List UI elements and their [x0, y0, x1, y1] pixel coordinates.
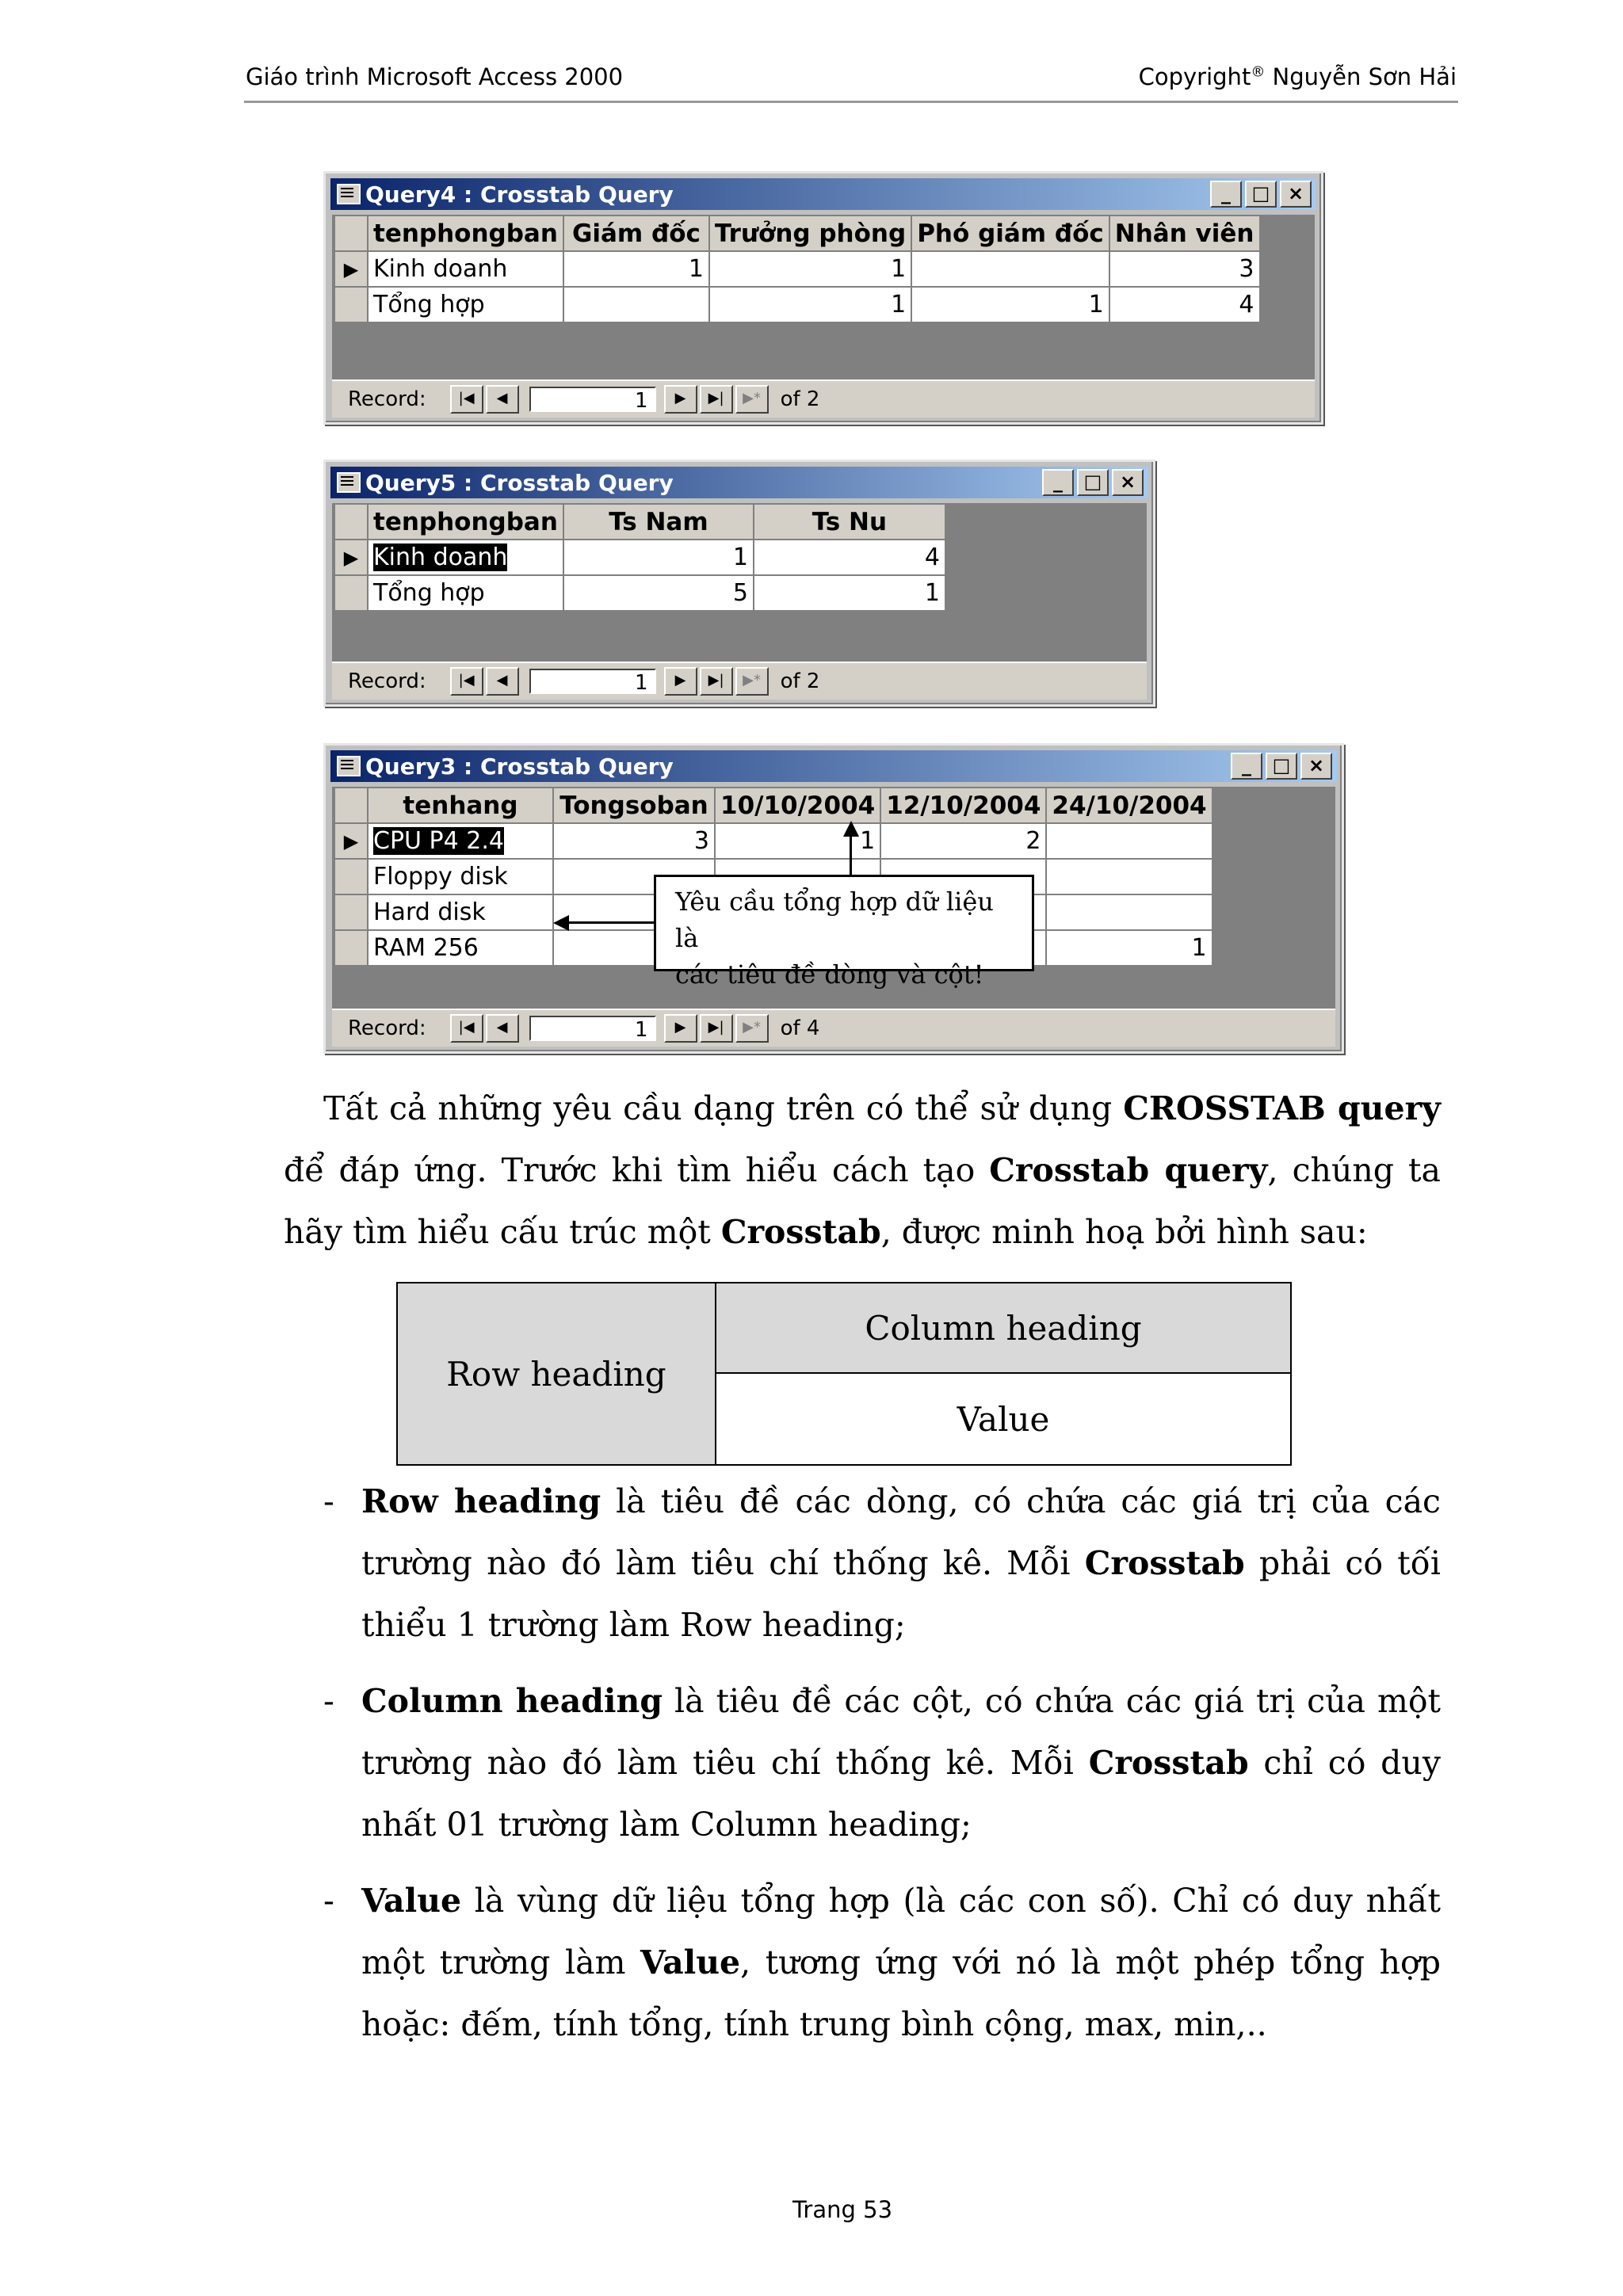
- last-record-button[interactable]: ▶|: [700, 667, 733, 696]
- table-row: [334, 823, 1212, 859]
- cell[interactable]: [911, 251, 1109, 287]
- cell[interactable]: 4: [754, 540, 945, 575]
- cell[interactable]: Kinh doanh: [368, 251, 563, 287]
- cell[interactable]: 3: [1109, 251, 1260, 287]
- datasheet-grid: [334, 215, 1261, 323]
- record-selector[interactable]: [334, 287, 368, 322]
- cell[interactable]: 1: [563, 251, 709, 287]
- query5-window[interactable]: [323, 460, 1155, 707]
- new-record-button[interactable]: ▶*: [735, 1014, 769, 1043]
- window-title: Query5 : Crosstab Query: [365, 469, 674, 496]
- cell[interactable]: 3: [553, 823, 715, 859]
- cell[interactable]: Kinh doanh: [368, 540, 563, 575]
- title-bar[interactable]: [330, 467, 1148, 498]
- window-title: Query3 : Crosstab Query: [365, 753, 674, 780]
- title-bar[interactable]: [330, 178, 1316, 210]
- value-cell: Value: [716, 1374, 1290, 1464]
- bullet-value: - Value là vùng dữ liệu tổng hợp (là các con số). Chỉ có duy nhất một trường làm Value, tương ứng với nó là một phép tổng hợp hoặc: đếm, tính tổng, tính trung bình cộng, max, min,..: [323, 1882, 1441, 2043]
- cell[interactable]: Floppy disk: [368, 859, 553, 894]
- column-header[interactable]: tenphongban: [368, 215, 563, 251]
- record-count: of 4: [780, 1016, 820, 1040]
- callout-line: các tiêu đề dòng và cột!: [675, 959, 984, 990]
- record-number-input[interactable]: 1: [529, 669, 656, 694]
- header-left: Giáo trình Microsoft Access 2000: [246, 63, 624, 90]
- previous-record-button[interactable]: ◀: [486, 385, 519, 414]
- arrow-up-icon: [843, 821, 859, 837]
- next-record-button[interactable]: ▶: [664, 385, 697, 414]
- last-record-button[interactable]: ▶|: [700, 385, 733, 414]
- table-row: [334, 540, 945, 575]
- minimize-button[interactable]: _: [1042, 469, 1074, 496]
- record-label: Record:: [348, 669, 426, 693]
- cell[interactable]: 1: [1046, 930, 1212, 966]
- close-button[interactable]: ×: [1300, 753, 1332, 780]
- maximize-button[interactable]: □: [1077, 469, 1109, 496]
- current-record-icon[interactable]: ▶: [334, 540, 368, 575]
- record-selector[interactable]: [334, 930, 368, 966]
- cell[interactable]: 1: [709, 251, 911, 287]
- table-row: [334, 287, 1260, 322]
- bullet-column-heading: - Column heading là tiêu đề các cột, có chứa các giá trị của một trường nào đó làm tiêu chí thống kê. Mỗi Crosstab chỉ có duy nhất 01 trường làm Column heading;: [323, 1682, 1442, 1844]
- first-record-button[interactable]: |◀: [450, 667, 483, 696]
- column-header[interactable]: 12/10/2004: [880, 788, 1046, 823]
- cell[interactable]: 1: [715, 823, 880, 859]
- column-header[interactable]: tenhang: [368, 788, 553, 823]
- column-header[interactable]: Phó giám đốc: [911, 215, 1109, 251]
- record-navigation: [332, 662, 1147, 700]
- column-header[interactable]: 24/10/2004: [1046, 788, 1212, 823]
- cell[interactable]: Tổng hợp: [368, 575, 563, 611]
- cell[interactable]: 1: [911, 287, 1109, 322]
- record-number-input[interactable]: 1: [529, 387, 656, 412]
- datasheet-icon: [337, 756, 361, 776]
- previous-record-button[interactable]: ◀: [486, 1014, 519, 1043]
- previous-record-button[interactable]: ◀: [486, 667, 519, 696]
- arrow-left-line: [567, 921, 655, 924]
- cell[interactable]: [1046, 823, 1212, 859]
- select-all-corner[interactable]: [334, 788, 368, 823]
- column-header[interactable]: Giám đốc: [563, 215, 709, 251]
- column-header[interactable]: Trưởng phòng: [709, 215, 911, 251]
- cell[interactable]: 2: [880, 823, 1046, 859]
- cell[interactable]: [1046, 894, 1212, 930]
- cell[interactable]: RAM 256: [368, 930, 553, 966]
- callout-box: [654, 875, 1034, 990]
- select-all-corner[interactable]: [334, 504, 368, 540]
- record-selector[interactable]: [334, 859, 368, 894]
- last-record-button[interactable]: ▶|: [700, 1014, 733, 1043]
- bullet-row-heading: - Row heading là tiêu đề các dòng, có chứa các giá trị của các trường nào đó làm tiêu chí thống kê. Mỗi Crosstab phải có tối thiểu 1 trường làm Row heading;: [323, 1482, 1441, 1644]
- record-navigation: [332, 1009, 1335, 1047]
- maximize-button[interactable]: □: [1266, 753, 1297, 780]
- record-count: of 2: [780, 387, 820, 411]
- record-label: Record:: [348, 387, 426, 411]
- cell[interactable]: 1: [563, 540, 754, 575]
- cell[interactable]: 4: [1109, 287, 1260, 322]
- record-label: Record:: [348, 1016, 426, 1040]
- datasheet-icon: [337, 472, 361, 493]
- next-record-button[interactable]: ▶: [664, 1014, 697, 1043]
- column-header[interactable]: tenphongban: [368, 504, 563, 540]
- cell[interactable]: Hard disk: [368, 894, 553, 930]
- next-record-button[interactable]: ▶: [664, 667, 697, 696]
- table-row: [334, 251, 1260, 287]
- close-button[interactable]: ×: [1112, 469, 1144, 496]
- maximize-button[interactable]: □: [1245, 181, 1277, 208]
- query4-window[interactable]: [323, 171, 1323, 425]
- column-header[interactable]: Ts Nu: [754, 504, 945, 540]
- cell[interactable]: Tổng hợp: [368, 287, 563, 322]
- cell[interactable]: 1: [709, 287, 911, 322]
- record-number-input[interactable]: 1: [529, 1016, 656, 1041]
- current-record-icon[interactable]: ▶: [334, 823, 368, 859]
- current-record-icon[interactable]: ▶: [334, 251, 368, 287]
- cell[interactable]: [1046, 859, 1212, 894]
- arrow-left-icon: [553, 915, 569, 931]
- arrow-up-line: [850, 833, 852, 875]
- column-header[interactable]: Ts Nam: [563, 504, 754, 540]
- row-heading-cell: Row heading: [398, 1283, 716, 1464]
- crosstab-structure-diagram: [396, 1282, 1292, 1466]
- new-record-button[interactable]: ▶*: [735, 385, 769, 414]
- column-heading-cell: Column heading: [716, 1283, 1290, 1374]
- first-record-button[interactable]: |◀: [450, 385, 483, 414]
- cell[interactable]: [563, 287, 709, 322]
- cell[interactable]: 1: [754, 575, 945, 611]
- title-bar[interactable]: [330, 750, 1337, 782]
- minimize-button[interactable]: _: [1231, 753, 1262, 780]
- table-row: [334, 575, 945, 611]
- column-header[interactable]: 10/10/2004: [715, 788, 880, 823]
- select-all-corner[interactable]: [334, 215, 368, 251]
- column-header[interactable]: Nhân viên: [1109, 215, 1260, 251]
- window-title: Query4 : Crosstab Query: [365, 181, 674, 208]
- minimize-button[interactable]: _: [1210, 181, 1242, 208]
- datasheet-grid: [334, 503, 946, 612]
- record-selector[interactable]: [334, 575, 368, 611]
- page-number: Trang 53: [792, 2196, 893, 2223]
- close-button[interactable]: ×: [1280, 181, 1312, 208]
- intro-paragraph: Tất cả những yêu cầu dạng trên có thể sử dụng CROSSTAB query để đáp ứng. Trước khi tìm hiểu cách tạo Crosstab query, chúng ta hãy tìm hiểu cấu trúc một Crosstab, được minh hoạ bởi hình sau:: [284, 1089, 1441, 1251]
- column-header[interactable]: Tongsoban: [553, 788, 715, 823]
- header-right: Copyright® Nguyễn Sơn Hải: [1138, 63, 1457, 90]
- cell[interactable]: 5: [563, 575, 754, 611]
- record-navigation: [332, 379, 1315, 418]
- new-record-button[interactable]: ▶*: [735, 667, 769, 696]
- datasheet-icon: [337, 184, 361, 204]
- record-count: of 2: [780, 669, 820, 693]
- record-selector[interactable]: [334, 894, 368, 930]
- cell[interactable]: CPU P4 2.4: [368, 823, 553, 859]
- first-record-button[interactable]: |◀: [450, 1014, 483, 1043]
- header-rule: [244, 101, 1458, 103]
- callout-line: Yêu cầu tổng hợp dữ liệu là: [675, 887, 994, 953]
